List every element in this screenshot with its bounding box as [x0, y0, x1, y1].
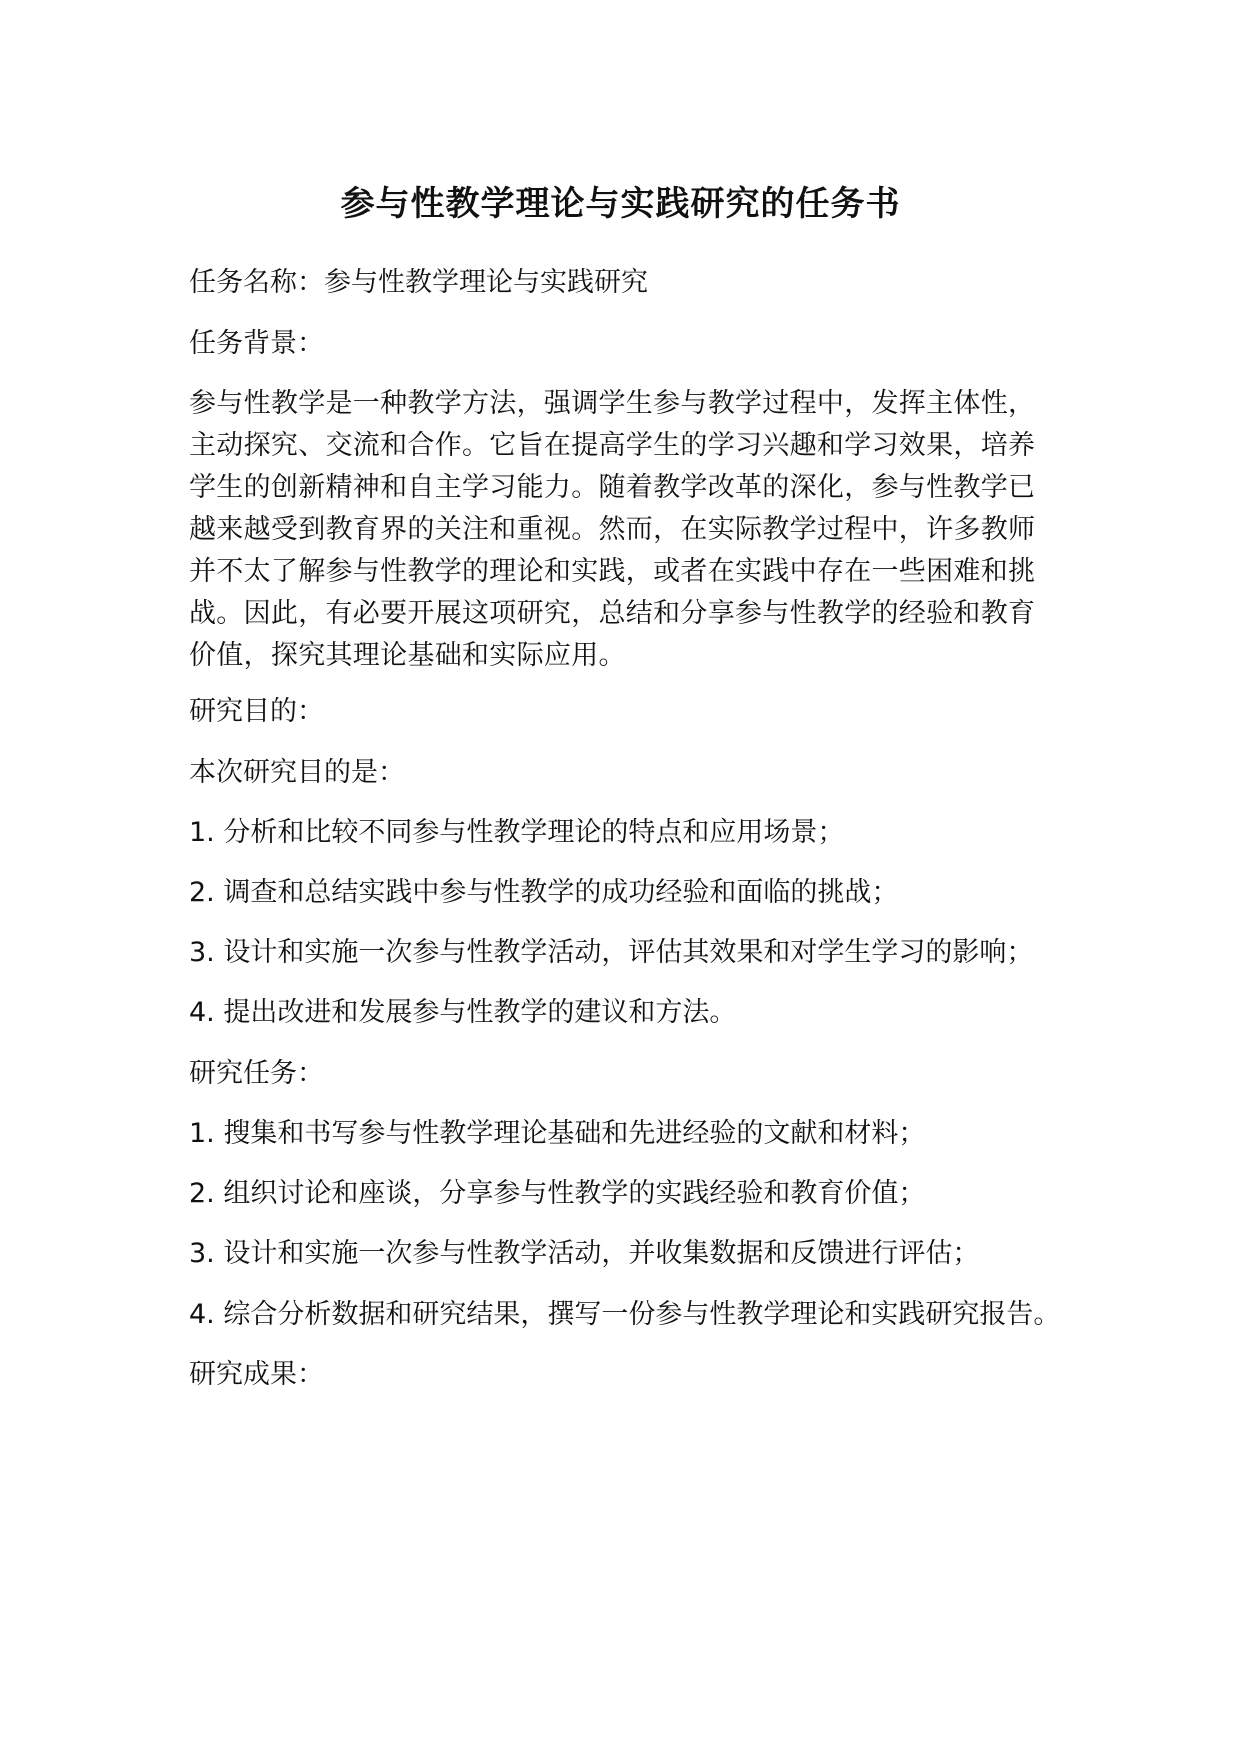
tasks-heading: 研究任务：: [189, 1058, 324, 1089]
results-heading: 研究成果：: [189, 1359, 324, 1390]
background-line: 越来越受到教育界的关注和重视。然而，在实际教学过程中，许多教师: [189, 514, 1036, 545]
background-line: 学生的创新精神和自主学习能力。随着教学改革的深化，参与性教学已: [189, 472, 1036, 503]
purpose-item: 1. 分析和比较不同参与性教学理论的特点和应用场景；: [189, 817, 845, 848]
purpose-intro: 本次研究目的是：: [189, 757, 405, 788]
background-line: 主动探究、交流和合作。它旨在提高学生的学习兴趣和学习效果，培养: [189, 430, 1036, 461]
background-line: 价值，探究其理论基础和实际应用。: [189, 640, 626, 671]
background-line: 战。因此，有必要开展这项研究，总结和分享参与性教学的经验和教育: [189, 598, 1036, 629]
tasks-item: 2. 组织讨论和座谈，分享参与性教学的实践经验和教育价值；: [189, 1178, 926, 1209]
background-line: 并不太了解参与性教学的理论和实践，或者在实践中存在一些困难和挑: [189, 556, 1036, 587]
background-line: 参与性教学是一种教学方法，强调学生参与教学过程中，发挥主体性，: [189, 388, 1036, 419]
purpose-item: 4. 提出改进和发展参与性教学的建议和方法。: [189, 997, 737, 1028]
background-paragraph: [189, 383, 1069, 677]
background-heading: 任务背景：: [189, 328, 324, 359]
tasks-item: 4. 综合分析数据和研究结果，撰写一份参与性教学理论和实践研究报告。: [189, 1299, 1061, 1330]
tasks-item: 1. 搜集和书写参与性教学理论基础和先进经验的文献和材料；: [189, 1118, 926, 1149]
purpose-heading: 研究目的：: [189, 696, 324, 727]
tasks-item: 3. 设计和实施一次参与性教学活动，并收集数据和反馈进行评估；: [189, 1238, 980, 1269]
task-name-line: 任务名称：参与性教学理论与实践研究: [189, 267, 648, 298]
document-title: 参与性教学理论与实践研究的任务书: [340, 184, 901, 224]
purpose-item: 2. 调查和总结实践中参与性教学的成功经验和面临的挑战；: [189, 877, 899, 908]
purpose-item: 3. 设计和实施一次参与性教学活动，评估其效果和对学生学习的影响；: [189, 937, 1034, 968]
